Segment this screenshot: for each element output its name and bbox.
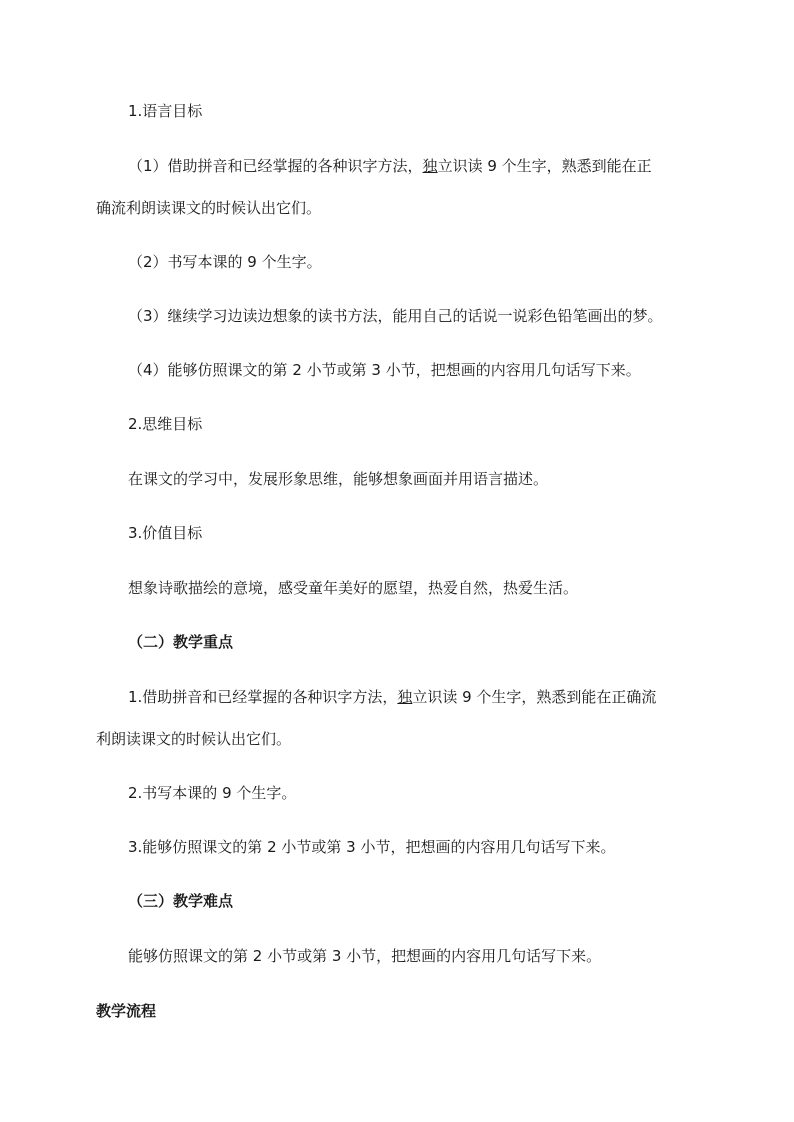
key-point-2: 2.书写本课的 9 个生字。 [128, 784, 297, 802]
key-points-heading: （二）教学重点 [128, 633, 234, 651]
teaching-process-heading: 教学流程 [96, 1002, 157, 1020]
key-point-3: 3.能够仿照课文的第 2 小节或第 3 小节，把想画的内容用几句话写下来。 [128, 838, 616, 856]
thinking-goal-heading: 2.思维目标 [128, 415, 203, 433]
key-point-1-line-2: 利朗读课文的时候认出它们。 [96, 730, 292, 748]
language-goal-item-3: （3）继续学习边读边想象的读书方法，能用自己的话说一说彩色铅笔画出的梦。 [128, 307, 663, 325]
language-goal-item-1-text-a: （1）借助拼音和已经掌握的各种识字方法， [128, 157, 423, 175]
language-goal-item-2: （2）书写本课的 9 个生字。 [128, 253, 322, 271]
language-goal-item-1-underlined-char: 独 [422, 157, 438, 175]
key-point-1-text-b: 立识读 9 个生字，熟悉到能在正确流 [412, 688, 657, 706]
thinking-goal-text: 在课文的学习中，发展形象思维，能够想象画面并用语言描述。 [128, 470, 549, 488]
key-point-1-line-1 [128, 687, 656, 707]
value-goal-text: 想象诗歌描绘的意境，感受童年美好的愿望，热爱自然，热爱生活。 [128, 579, 579, 597]
language-goal-heading: 1.语言目标 [128, 102, 203, 120]
key-point-1-underlined-char: 独 [397, 688, 413, 706]
difficulties-text: 能够仿照课文的第 2 小节或第 3 小节，把想画的内容用几句话写下来。 [128, 947, 602, 965]
language-goal-item-1-line-1 [128, 156, 652, 176]
language-goal-item-1-text-b: 立识读 9 个生字，熟悉到能在正 [437, 157, 652, 175]
value-goal-heading: 3.价值目标 [128, 524, 203, 542]
key-point-1-text-a: 1.借助拼音和已经掌握的各种识字方法， [128, 688, 398, 706]
language-goal-item-4: （4）能够仿照课文的第 2 小节或第 3 小节，把想画的内容用几句话写下来。 [128, 361, 641, 379]
language-goal-item-1-line-2: 确流利朗读课文的时候认出它们。 [96, 199, 322, 217]
difficulties-heading: （三）教学难点 [128, 892, 234, 910]
